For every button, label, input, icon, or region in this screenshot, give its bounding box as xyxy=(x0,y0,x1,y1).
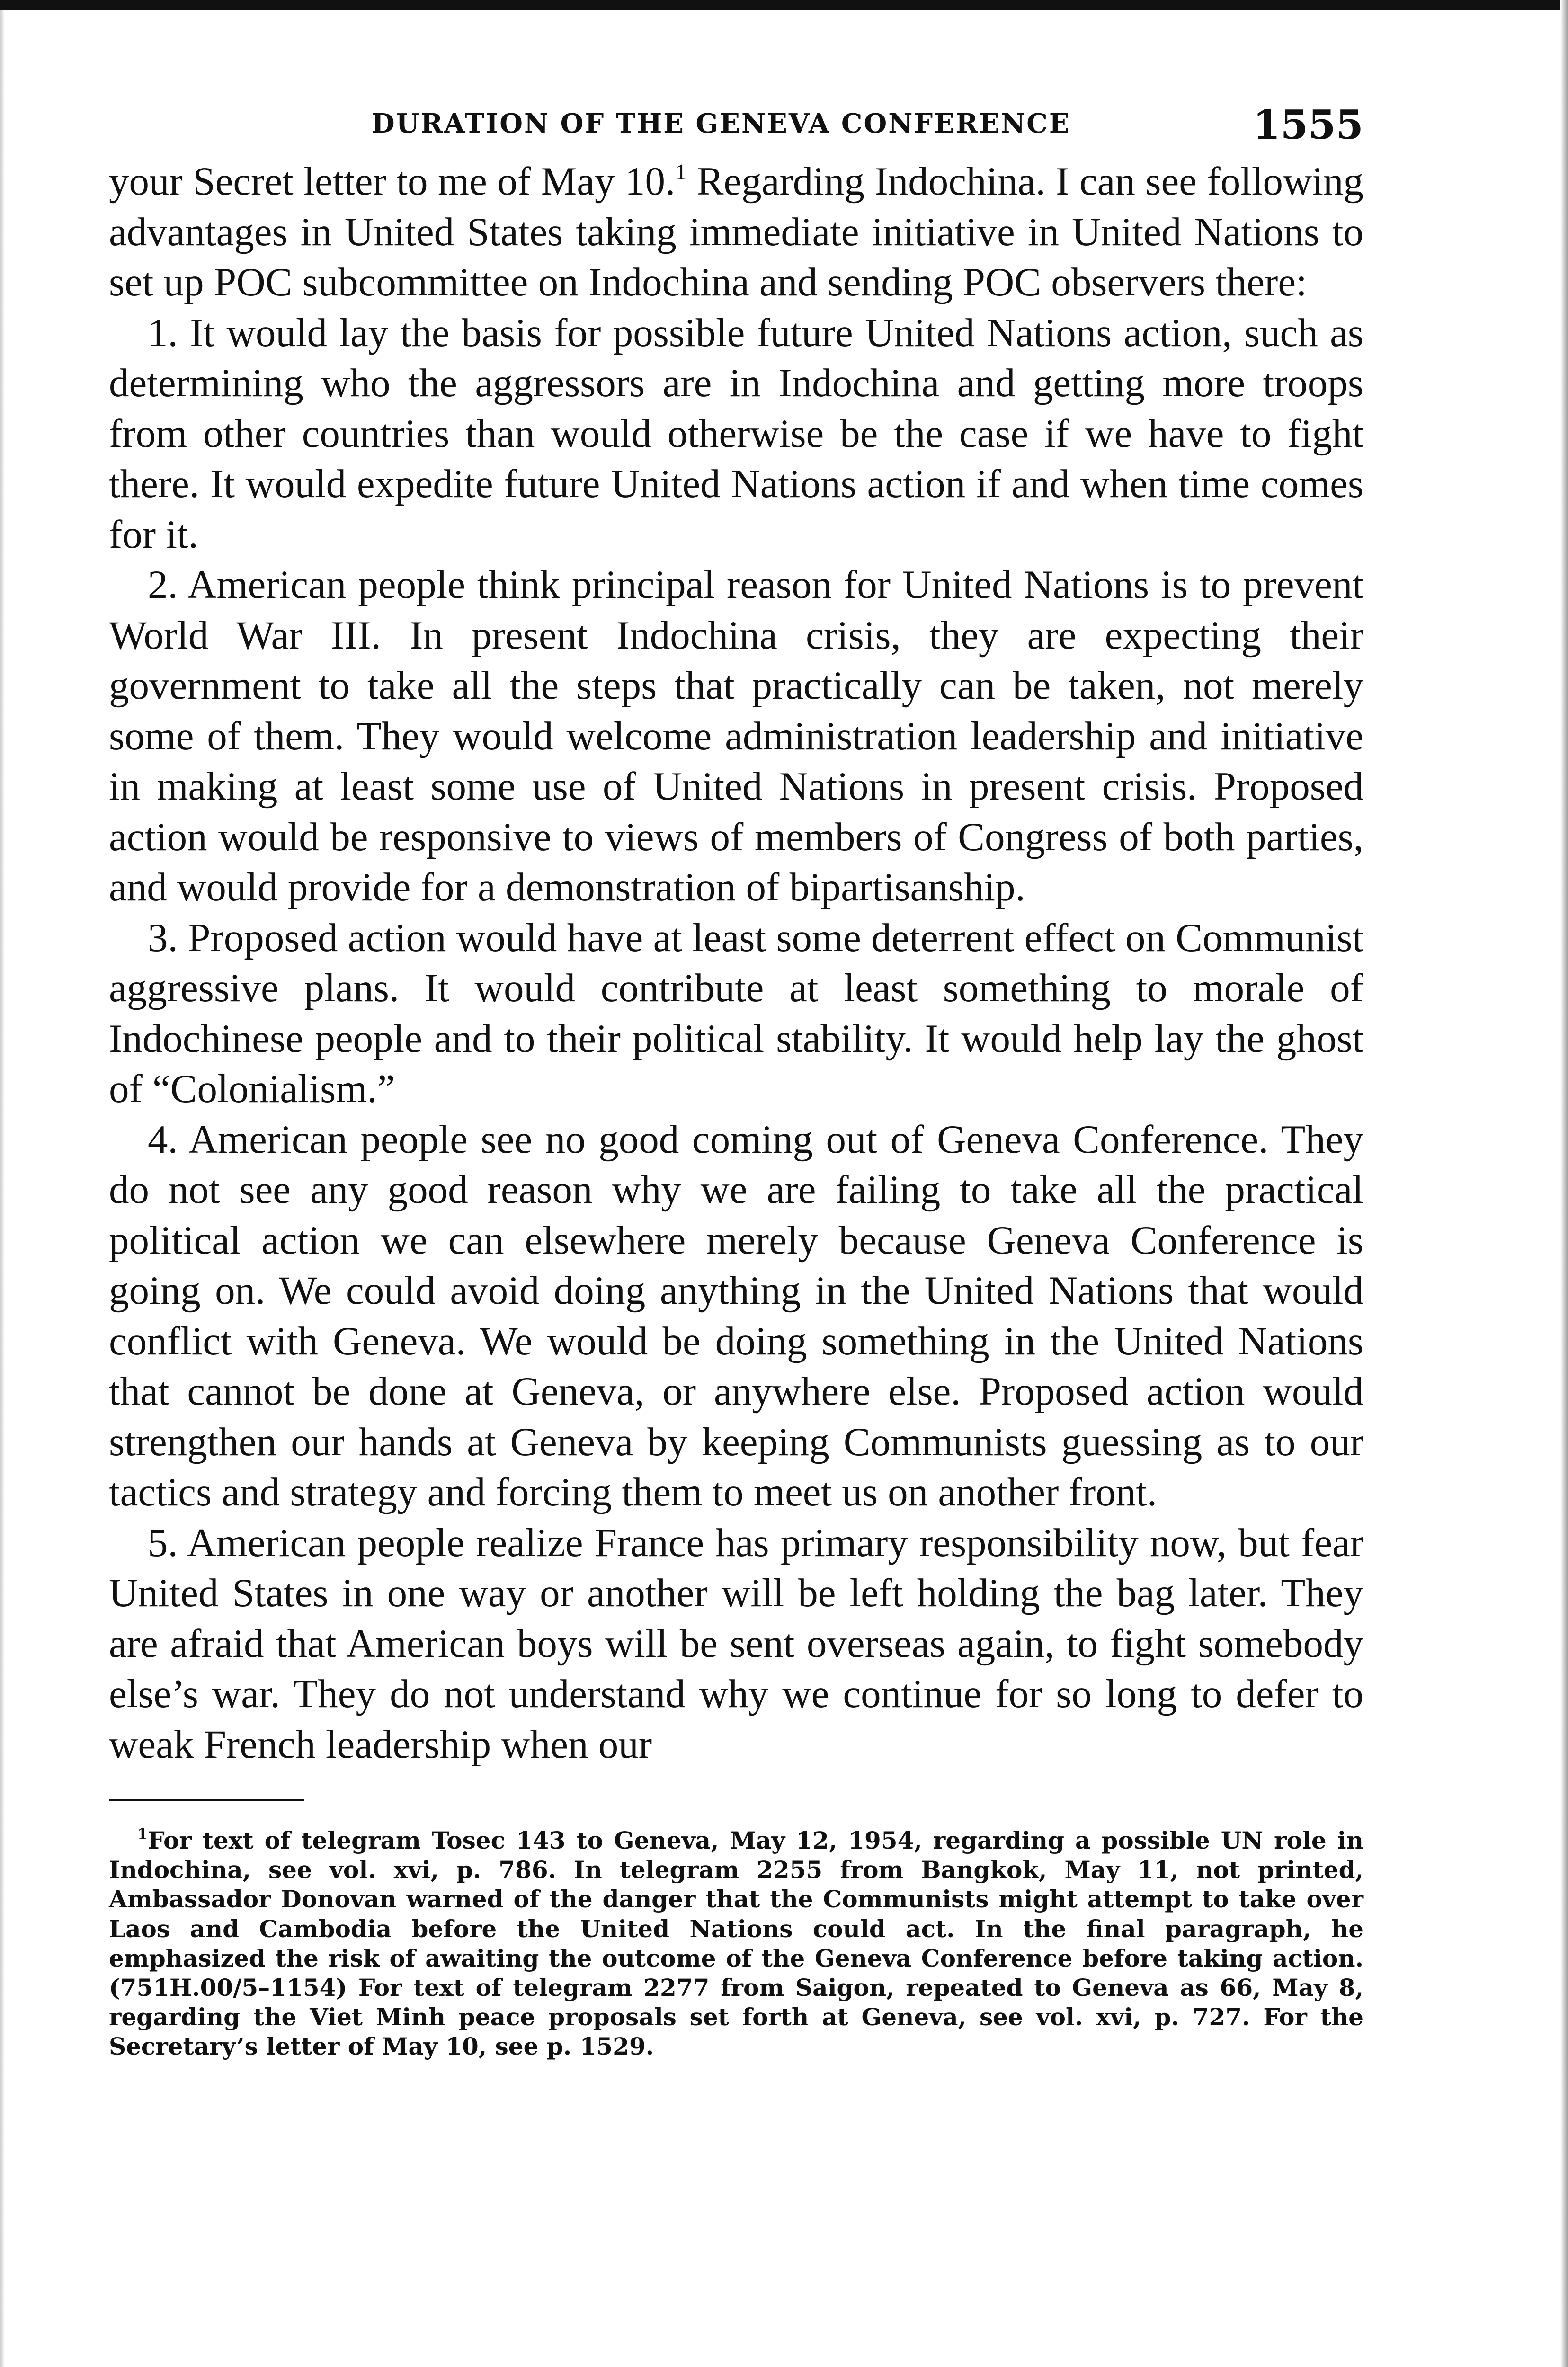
footnote-text: For text of telegram Tosec 143 to Geneva, May 12, 1954, regarding a possible UN role in Indochina, see vol. xvi, p. 786. In telegram 2255 from Bangkok, May 11, not printed, Ambassador Donovan warned of the danger that the Communists might attempt to take over Laos and Cambodia before the United Nations could act. In the final paragraph, he emphasized the risk of awaiting the outcome of the Geneva Conference before taking action. (751H.00/5–1154) For text of telegram 2277 from Saigon, repeated to Geneva as 66, May 8, regarding the Viet Minh peace proposals set forth at Geneva, see vol. xvi, p. 727. For the Secretary’s letter of May 10, see p. 1529. xyxy=(109,1826,1363,2061)
opening-paragraph xyxy=(109,156,1363,308)
point-1: 1. It would lay the basis for possible future United Nations action, such as determining who the aggressors are in Indochina and getting more troops from other countries than would otherwise be the case if we have to fight there. It would expedite future United Nations action if and when time comes for it. xyxy=(109,310,1363,557)
footnote-1 xyxy=(109,1826,1363,2062)
footnote-reference: 1 xyxy=(675,160,687,185)
point-4: 4. American people see no good coming out of Geneva Conference. They do not see any good reason why we are failing to take all the practical political action we can elsewhere merely because Geneva Conference is going on. We could avoid doing anything in the United Nations that would conflict with Geneva. We would be doing something in the United Nations that cannot be done at Geneva, or anywhere else. Proposed action would strengthen our hands at Geneva by keeping Communists guessing as to our tactics and strategy and forcing them to meet us on another front. xyxy=(109,1117,1363,1514)
running-title: DURATION OF THE GENEVA CONFERENCE xyxy=(372,108,1071,139)
point-2: 2. American people think principal reason for United Nations is to prevent World War III. In present Indochina crisis, they are expecting their government to take all the steps that practically can be taken, not merely some of them. They would welcome administration leadership and initiative in making at least some use of United Nations in present crisis. Proposed action would be responsive to views of members of Congress of both parties, and would provide for a demonstration of bipartisanship. xyxy=(109,562,1363,909)
opening-text-end: Regarding Indochina. I can see following advantages in United States taking immediate initiative in United Nations to set up POC subcommittee on Indochina and sending POC observers there: xyxy=(109,159,1364,304)
running-header xyxy=(109,95,1363,156)
body-text xyxy=(109,156,1363,1770)
left-page-shadow xyxy=(0,10,5,2367)
point-5: 5. American people realize France has primary responsibility now, but fear United States in one way or another will be left holding the bag later. They are afraid that American boys will be sent overseas again, to fight somebody else’s war. They do not understand why we continue for so long to defer to weak French leadership when our xyxy=(109,1520,1363,1767)
right-page-edge xyxy=(1560,0,1568,2367)
opening-text-start: your Secret letter to me of May 10. xyxy=(109,159,676,204)
point-3: 3. Proposed action would have at least some deterrent effect on Communist aggressive plans. It would contribute at least something to morale of Indochinese people and to their political stability. It would help lay the ghost of “Colonialism.” xyxy=(109,915,1363,1111)
document-page xyxy=(109,95,1363,2062)
footnote-marker: 1 xyxy=(137,1825,148,1843)
footnotes xyxy=(109,1826,1363,2062)
footnote-divider xyxy=(109,1799,304,1801)
page-number: 1555 xyxy=(1253,101,1363,148)
top-border-rule xyxy=(0,0,1568,10)
